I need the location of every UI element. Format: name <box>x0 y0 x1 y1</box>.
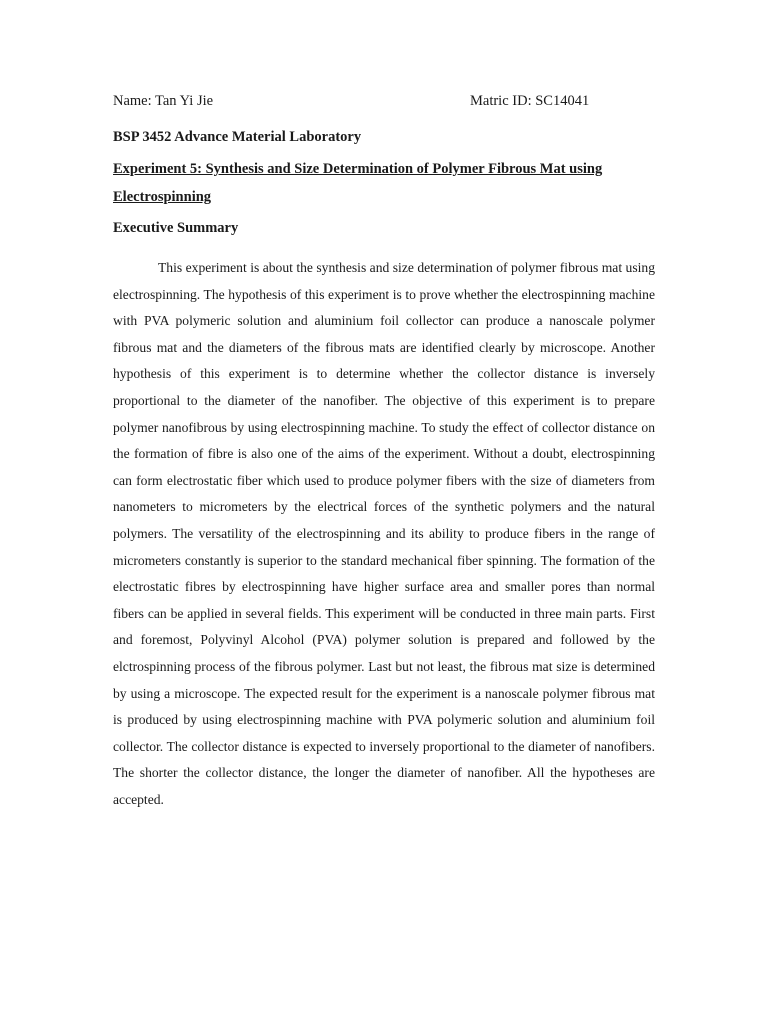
matric-id: Matric ID: SC14041 <box>470 93 590 109</box>
student-info-row <box>113 93 653 113</box>
course-title: BSP 3452 Advance Material Laboratory <box>113 129 362 145</box>
student-name: Name: Tan Yi Jie <box>113 93 214 109</box>
section-heading: Executive Summary <box>113 220 239 236</box>
executive-summary-paragraph: This experiment is about the synthesis and size determination of polymer fibrous mat using electrospinning. The hypothesis of this experiment is to prove whether the electrospinning machine with PVA polymeric solution and aluminium foil collector can produce a nanoscale polymer fibrous mat and the diameters of the fibrous mats are identified clearly by microscope. Another hypothesis of this experiment is to determine whether the collector distance is inversely proportional to the diameter of the nanofiber. The objective of this experiment is to prepare polymer nanofibrous by using electrospinning machine. To study the effect of collector distance on the formation of fibre is also one of the aims of the experiment. Without a doubt, electrospinning can form electrostatic fiber which used to produce polymer fibers with the size of diameters from nanometers to micrometers by the electrical forces of the synthetic polymers and the natural polymers. The versatility of the electrospinning and its ability to produce fibers in the range of micrometers constantly is superior to the standard mechanical fiber spinning. The formation of the electrostatic fibres by electrospinning have higher surface area and smaller pores than normal fibers can be applied in several fields. This experiment will be conducted in three main parts. First and foremost, Polyvinyl Alcohol (PVA) polymer solution is prepared and followed by the elctrospinning process of the fibrous polymer. Last but not least, the fibrous mat size is determined by using a microscope. The expected result for the experiment is a nanoscale polymer fibrous mat is produced by using electrospinning machine with PVA polymeric solution and aluminium foil collector. The collector distance is expected to inversely proportional to the diameter of nanofibers. The shorter the collector distance, the longer the diameter of nanofiber. All the hypotheses are accepted. <box>113 260 655 807</box>
experiment-title: Experiment 5: Synthesis and Size Determination of Polymer Fibrous Mat using Electrospinning <box>113 161 603 205</box>
